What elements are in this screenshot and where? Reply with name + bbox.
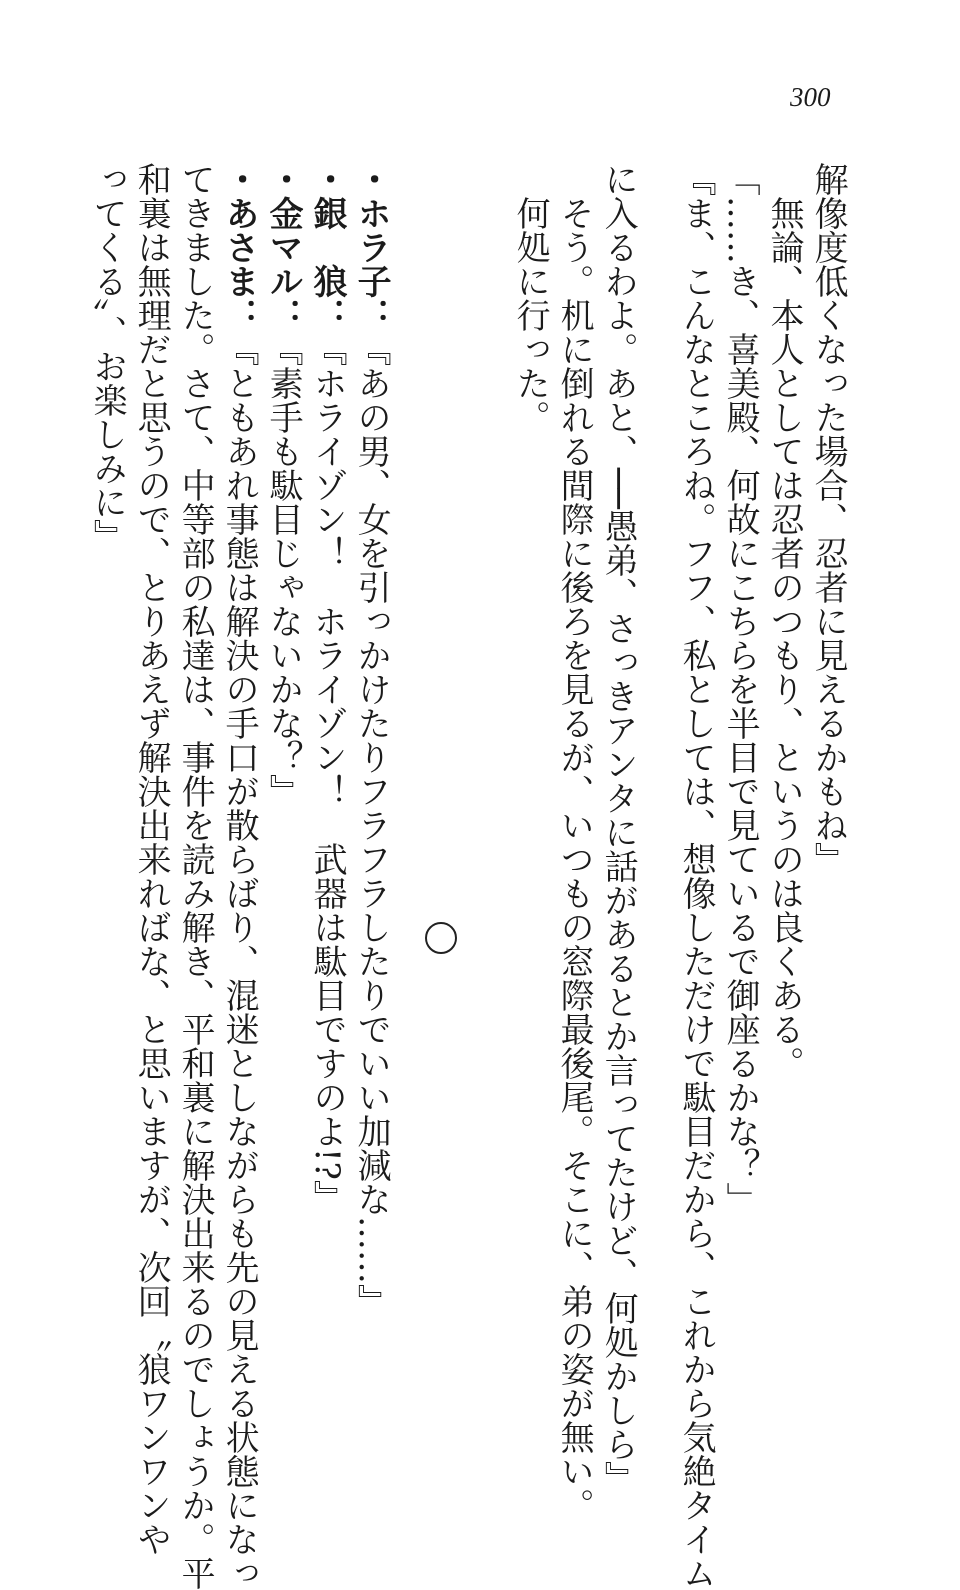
dialogue-text: 『あの男、女を引っかけたりフラフラしたりでいい加減な……』 [351, 332, 392, 1318]
speaker-label: ・金マル： [263, 162, 304, 332]
speaker-label: ・銀 狼： [307, 162, 348, 332]
closing-line: ってくる〟、お楽しみに』 [87, 162, 128, 553]
epilogue-entry [351, 162, 390, 1318]
epilogue-entry [263, 162, 302, 808]
narrative-line: そう。机に倒れる間際に後ろを見るが、いつもの窓際最後尾。そこに、弟の姿が無い。 [554, 162, 595, 1522]
dialogue-text: 『ともあれ事態は解決の手口が散らばり、混迷としながらも先の見える状態になっ [219, 332, 260, 1590]
epilogue-entry [307, 162, 346, 1214]
narrative-line: 『ま、こんなところね。フフ、私としては、想像しただけで駄目だから、これから気絶タイム [676, 162, 717, 1590]
speaker-label: ・あさま： [219, 162, 260, 332]
page-number: 300 [790, 82, 831, 112]
narrative-line: に入るわよ。あと、──愚弟、さっきアンタに話があるとか言ってたけど、何処かしら』 [598, 162, 639, 1495]
narrative-line: 無論、本人としては忍者のつもり、というのは良くある。 [764, 162, 805, 1080]
speaker-label: ・ホラ子： [351, 162, 392, 332]
dialogue-text: 『素手も駄目じゃないかな？』 [263, 332, 304, 808]
narrative-line: 解像度低くなった場合、忍者に見えるかもね』 [808, 162, 849, 876]
narrative-line: 「……き、喜美殿、何故にこちらを半目で見ているで御座るかな？」 [720, 162, 761, 1216]
epilogue-entry [219, 162, 258, 1590]
closing-line: てきました。さて、中等部の私達は、事件を読み解き、平和裏に解決出来るのでしょうか。平 [175, 162, 216, 1590]
scene-break-circle [425, 922, 457, 954]
closing-line: 和裏は無理だと思うので、とりあえず解決出来ればな、と思いますが、次回〝狼ワンワンや [131, 162, 172, 1556]
narrative-line: 何処に行った。 [510, 162, 551, 434]
dialogue-text: 『ホライゾン！ ホライゾン！ 武器は駄目ですのよ!?』 [307, 332, 348, 1214]
